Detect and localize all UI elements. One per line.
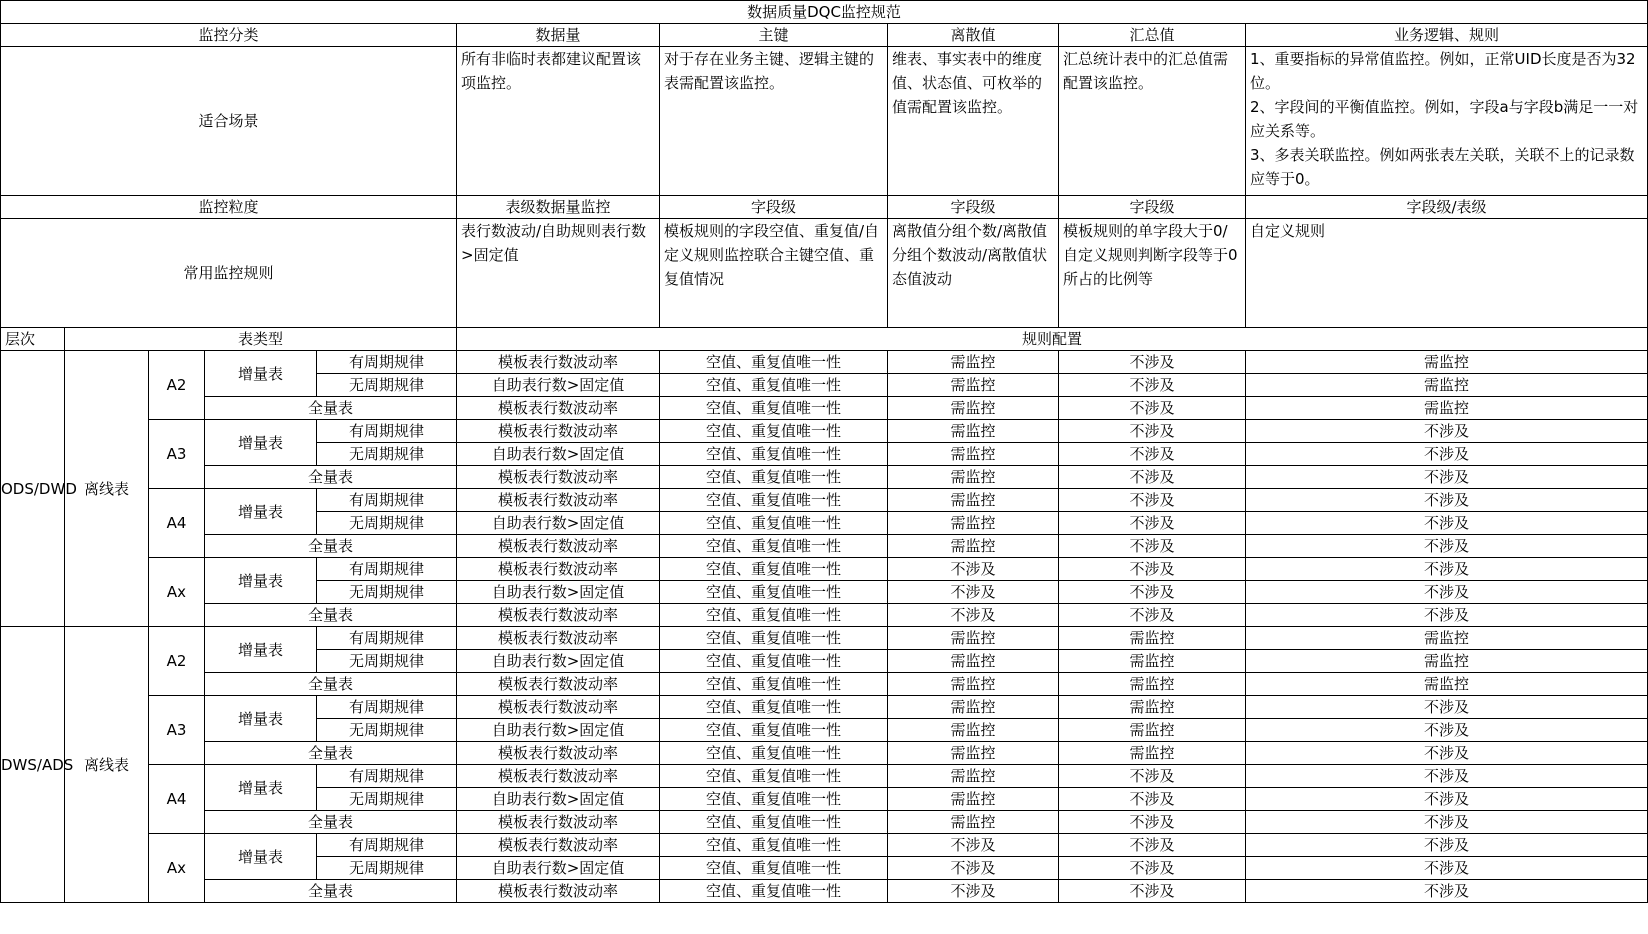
summary-rule-cell[interactable]: 需监控 xyxy=(1059,696,1246,719)
layer-header[interactable]: 层次 xyxy=(1,328,65,351)
discrete-rule-cell[interactable]: 不涉及 xyxy=(888,834,1059,857)
discrete-rule-cell[interactable]: 需监控 xyxy=(888,351,1059,374)
volume-rule-cell[interactable]: 自助表行数>固定值 xyxy=(457,443,660,466)
business-rule-cell[interactable]: 不涉及 xyxy=(1246,604,1648,627)
summary-rule-cell[interactable]: 需监控 xyxy=(1059,719,1246,742)
table-kind-cell[interactable]: 离线表 xyxy=(65,351,149,627)
level-cell[interactable]: A2 xyxy=(149,351,205,420)
volume-rule-cell[interactable]: 模板表行数波动率 xyxy=(457,742,660,765)
scene-cell-discrete[interactable]: 维表、事实表中的维度值、状态值、可枚举的值需配置该监控。 xyxy=(888,47,1059,196)
volume-rule-cell[interactable]: 模板表行数波动率 xyxy=(457,696,660,719)
business-rule-cell[interactable]: 不涉及 xyxy=(1246,581,1648,604)
primary-key-rule-cell[interactable]: 空值、重复值唯一性 xyxy=(660,673,888,696)
col-header-volume[interactable]: 数据量 xyxy=(457,24,660,47)
period-cell[interactable]: 有周期规律 xyxy=(317,834,457,857)
summary-rule-cell[interactable]: 不涉及 xyxy=(1059,535,1246,558)
primary-key-rule-cell[interactable]: 空值、重复值唯一性 xyxy=(660,558,888,581)
primary-key-rule-cell[interactable]: 空值、重复值唯一性 xyxy=(660,627,888,650)
full-table-cell[interactable]: 全量表 xyxy=(205,811,457,834)
period-cell[interactable]: 无周期规律 xyxy=(317,374,457,397)
period-cell[interactable]: 有周期规律 xyxy=(317,489,457,512)
scene-cell-volume[interactable]: 所有非临时表都建议配置该项监控。 xyxy=(457,47,660,196)
granularity-row xyxy=(1,196,1648,219)
summary-rule-cell[interactable]: 不涉及 xyxy=(1059,857,1246,880)
primary-key-rule-cell[interactable]: 空值、重复值唯一性 xyxy=(660,489,888,512)
period-cell[interactable]: 有周期规律 xyxy=(317,765,457,788)
discrete-rule-cell[interactable]: 需监控 xyxy=(888,696,1059,719)
volume-rule-cell[interactable]: 自助表行数>固定值 xyxy=(457,719,660,742)
volume-rule-cell[interactable]: 模板表行数波动率 xyxy=(457,604,660,627)
incremental-cell[interactable]: 增量表 xyxy=(205,696,317,742)
discrete-rule-cell[interactable]: 需监控 xyxy=(888,765,1059,788)
period-cell[interactable]: 有周期规律 xyxy=(317,351,457,374)
granularity-cell-volume[interactable]: 表级数据量监控 xyxy=(457,196,660,219)
discrete-rule-cell[interactable]: 不涉及 xyxy=(888,558,1059,581)
volume-rule-cell[interactable]: 模板表行数波动率 xyxy=(457,627,660,650)
rule-config-header[interactable]: 规则配置 xyxy=(457,328,1648,351)
business-rule-cell[interactable]: 需监控 xyxy=(1246,673,1648,696)
volume-rule-cell[interactable]: 模板表行数波动率 xyxy=(457,673,660,696)
discrete-rule-cell[interactable]: 需监控 xyxy=(888,420,1059,443)
primary-key-rule-cell[interactable]: 空值、重复值唯一性 xyxy=(660,742,888,765)
table-kind-cell[interactable]: 离线表 xyxy=(65,627,149,903)
table-row xyxy=(1,489,1648,512)
config-header-row xyxy=(1,328,1648,351)
full-table-cell[interactable]: 全量表 xyxy=(205,535,457,558)
scene-cell-summary[interactable]: 汇总统计表中的汇总值需配置该监控。 xyxy=(1059,47,1246,196)
volume-rule-cell[interactable]: 模板表行数波动率 xyxy=(457,558,660,581)
period-cell[interactable]: 无周期规律 xyxy=(317,788,457,811)
volume-rule-cell[interactable]: 模板表行数波动率 xyxy=(457,535,660,558)
primary-key-rule-cell[interactable]: 空值、重复值唯一性 xyxy=(660,696,888,719)
business-rule-cell[interactable]: 不涉及 xyxy=(1246,466,1648,489)
incremental-cell[interactable]: 增量表 xyxy=(205,489,317,535)
col-header-business[interactable]: 业务逻辑、规则 xyxy=(1246,24,1648,47)
discrete-rule-cell[interactable]: 需监控 xyxy=(888,535,1059,558)
incremental-cell[interactable]: 增量表 xyxy=(205,834,317,880)
table-type-header[interactable]: 表类型 xyxy=(65,328,457,351)
level-cell[interactable]: Ax xyxy=(149,558,205,627)
primary-key-rule-cell[interactable]: 空值、重复值唯一性 xyxy=(660,443,888,466)
business-rule-cell[interactable]: 不涉及 xyxy=(1246,811,1648,834)
business-rule-cell[interactable]: 不涉及 xyxy=(1246,696,1648,719)
primary-key-rule-cell[interactable]: 空值、重复值唯一性 xyxy=(660,512,888,535)
level-cell[interactable]: A4 xyxy=(149,489,205,558)
summary-rule-cell[interactable]: 不涉及 xyxy=(1059,397,1246,420)
summary-rule-cell[interactable]: 需监控 xyxy=(1059,673,1246,696)
volume-rule-cell[interactable]: 模板表行数波动率 xyxy=(457,489,660,512)
business-rule-cell[interactable]: 不涉及 xyxy=(1246,443,1648,466)
col-header-discrete[interactable]: 离散值 xyxy=(888,24,1059,47)
incremental-cell[interactable]: 增量表 xyxy=(205,765,317,811)
common-rules-label[interactable]: 常用监控规则 xyxy=(1,219,457,328)
discrete-rule-cell[interactable]: 不涉及 xyxy=(888,581,1059,604)
business-rule-cell[interactable]: 不涉及 xyxy=(1246,558,1648,581)
full-table-cell[interactable]: 全量表 xyxy=(205,604,457,627)
col-header-primary-key[interactable]: 主键 xyxy=(660,24,888,47)
primary-key-rule-cell[interactable]: 空值、重复值唯一性 xyxy=(660,466,888,489)
primary-key-rule-cell[interactable]: 空值、重复值唯一性 xyxy=(660,834,888,857)
period-cell[interactable]: 有周期规律 xyxy=(317,696,457,719)
category-label[interactable]: 监控分类 xyxy=(1,24,457,47)
level-cell[interactable]: A2 xyxy=(149,627,205,696)
table-row xyxy=(1,627,1648,650)
period-cell[interactable]: 无周期规律 xyxy=(317,581,457,604)
primary-key-rule-cell[interactable]: 空值、重复值唯一性 xyxy=(660,397,888,420)
layer-cell[interactable]: DWS/ADS xyxy=(1,627,65,903)
level-cell[interactable]: A4 xyxy=(149,765,205,834)
discrete-rule-cell[interactable]: 需监控 xyxy=(888,397,1059,420)
table-row xyxy=(1,811,1648,834)
summary-rule-cell[interactable]: 不涉及 xyxy=(1059,880,1246,903)
primary-key-rule-cell[interactable]: 空值、重复值唯一性 xyxy=(660,420,888,443)
discrete-rule-cell[interactable]: 需监控 xyxy=(888,742,1059,765)
primary-key-rule-cell[interactable]: 空值、重复值唯一性 xyxy=(660,650,888,673)
summary-rule-cell[interactable]: 需监控 xyxy=(1059,627,1246,650)
summary-rule-cell[interactable]: 不涉及 xyxy=(1059,811,1246,834)
granularity-cell-primary-key[interactable]: 字段级 xyxy=(660,196,888,219)
volume-rule-cell[interactable]: 模板表行数波动率 xyxy=(457,765,660,788)
discrete-rule-cell[interactable]: 需监控 xyxy=(888,627,1059,650)
discrete-rule-cell[interactable]: 需监控 xyxy=(888,374,1059,397)
business-rule-cell[interactable]: 不涉及 xyxy=(1246,788,1648,811)
summary-rule-cell[interactable]: 不涉及 xyxy=(1059,512,1246,535)
business-rule-cell[interactable]: 不涉及 xyxy=(1246,719,1648,742)
business-rule-cell[interactable]: 需监控 xyxy=(1246,650,1648,673)
granularity-label[interactable]: 监控粒度 xyxy=(1,196,457,219)
granularity-cell-discrete[interactable]: 字段级 xyxy=(888,196,1059,219)
full-table-cell[interactable]: 全量表 xyxy=(205,742,457,765)
col-header-summary[interactable]: 汇总值 xyxy=(1059,24,1246,47)
table-row xyxy=(1,420,1648,443)
summary-rule-cell[interactable]: 不涉及 xyxy=(1059,604,1246,627)
business-rule-cell[interactable]: 需监控 xyxy=(1246,374,1648,397)
full-table-cell[interactable]: 全量表 xyxy=(205,673,457,696)
granularity-cell-summary[interactable]: 字段级 xyxy=(1059,196,1246,219)
business-rule-cell[interactable]: 不涉及 xyxy=(1246,420,1648,443)
business-rule-cell[interactable]: 不涉及 xyxy=(1246,535,1648,558)
discrete-rule-cell[interactable]: 需监控 xyxy=(888,443,1059,466)
period-cell[interactable]: 无周期规律 xyxy=(317,512,457,535)
period-cell[interactable]: 有周期规律 xyxy=(317,558,457,581)
primary-key-rule-cell[interactable]: 空值、重复值唯一性 xyxy=(660,581,888,604)
primary-key-rule-cell[interactable]: 空值、重复值唯一性 xyxy=(660,765,888,788)
volume-rule-cell[interactable]: 自助表行数>固定值 xyxy=(457,374,660,397)
business-rule-cell[interactable]: 需监控 xyxy=(1246,627,1648,650)
rules-cell-volume[interactable]: 表行数波动/自助规则表行数>固定值 xyxy=(457,219,660,328)
period-cell[interactable]: 无周期规律 xyxy=(317,857,457,880)
discrete-rule-cell[interactable]: 需监控 xyxy=(888,673,1059,696)
business-rule-cell[interactable]: 不涉及 xyxy=(1246,742,1648,765)
level-cell[interactable]: A3 xyxy=(149,696,205,765)
volume-rule-cell[interactable]: 模板表行数波动率 xyxy=(457,351,660,374)
discrete-rule-cell[interactable]: 不涉及 xyxy=(888,880,1059,903)
table-row xyxy=(1,604,1648,627)
summary-rule-cell[interactable]: 不涉及 xyxy=(1059,374,1246,397)
business-rule-cell[interactable]: 不涉及 xyxy=(1246,512,1648,535)
table-row xyxy=(1,696,1648,719)
rules-cell-summary[interactable]: 模板规则的单字段大于0/自定义规则判断字段等于0所占的比例等 xyxy=(1059,219,1246,328)
volume-rule-cell[interactable]: 自助表行数>固定值 xyxy=(457,581,660,604)
volume-rule-cell[interactable]: 自助表行数>固定值 xyxy=(457,650,660,673)
volume-rule-cell[interactable]: 自助表行数>固定值 xyxy=(457,857,660,880)
summary-rule-cell[interactable]: 不涉及 xyxy=(1059,443,1246,466)
summary-rule-cell[interactable]: 不涉及 xyxy=(1059,788,1246,811)
volume-rule-cell[interactable]: 模板表行数波动率 xyxy=(457,420,660,443)
summary-rule-cell[interactable]: 不涉及 xyxy=(1059,765,1246,788)
title-row xyxy=(1,1,1648,24)
discrete-rule-cell[interactable]: 需监控 xyxy=(888,650,1059,673)
business-rule-cell[interactable]: 不涉及 xyxy=(1246,765,1648,788)
discrete-rule-cell[interactable]: 不涉及 xyxy=(888,604,1059,627)
discrete-rule-cell[interactable]: 需监控 xyxy=(888,512,1059,535)
business-rule-cell[interactable]: 不涉及 xyxy=(1246,857,1648,880)
summary-rule-cell[interactable]: 需监控 xyxy=(1059,650,1246,673)
summary-rule-cell[interactable]: 需监控 xyxy=(1059,742,1246,765)
period-cell[interactable]: 有周期规律 xyxy=(317,627,457,650)
summary-rule-cell[interactable]: 不涉及 xyxy=(1059,581,1246,604)
discrete-rule-cell[interactable]: 需监控 xyxy=(888,719,1059,742)
table-row xyxy=(1,351,1648,374)
primary-key-rule-cell[interactable]: 空值、重复值唯一性 xyxy=(660,351,888,374)
level-cell[interactable]: A3 xyxy=(149,420,205,489)
primary-key-rule-cell[interactable]: 空值、重复值唯一性 xyxy=(660,811,888,834)
business-rule-cell[interactable]: 需监控 xyxy=(1246,351,1648,374)
sheet-title[interactable]: 数据质量DQC监控规范 xyxy=(1,1,1648,24)
primary-key-rule-cell[interactable]: 空值、重复值唯一性 xyxy=(660,535,888,558)
primary-key-rule-cell[interactable]: 空值、重复值唯一性 xyxy=(660,857,888,880)
common-rules-row xyxy=(1,219,1648,328)
table-row xyxy=(1,397,1648,420)
summary-rule-cell[interactable]: 不涉及 xyxy=(1059,466,1246,489)
discrete-rule-cell[interactable]: 不涉及 xyxy=(888,857,1059,880)
table-row xyxy=(1,535,1648,558)
period-cell[interactable]: 有周期规律 xyxy=(317,420,457,443)
volume-rule-cell[interactable]: 模板表行数波动率 xyxy=(457,811,660,834)
column-header-row xyxy=(1,24,1648,47)
incremental-cell[interactable]: 增量表 xyxy=(205,420,317,466)
full-table-cell[interactable]: 全量表 xyxy=(205,466,457,489)
summary-rule-cell[interactable]: 不涉及 xyxy=(1059,489,1246,512)
table-row xyxy=(1,466,1648,489)
summary-rule-cell[interactable]: 不涉及 xyxy=(1059,420,1246,443)
volume-rule-cell[interactable]: 自助表行数>固定值 xyxy=(457,788,660,811)
granularity-cell-business[interactable]: 字段级/表级 xyxy=(1246,196,1648,219)
volume-rule-cell[interactable]: 模板表行数波动率 xyxy=(457,466,660,489)
incremental-cell[interactable]: 增量表 xyxy=(205,627,317,673)
volume-rule-cell[interactable]: 自助表行数>固定值 xyxy=(457,512,660,535)
table-row xyxy=(1,742,1648,765)
period-cell[interactable]: 无周期规律 xyxy=(317,719,457,742)
rules-cell-discrete[interactable]: 离散值分组个数/离散值分组个数波动/离散值状态值波动 xyxy=(888,219,1059,328)
table-row xyxy=(1,834,1648,857)
scene-cell-primary-key[interactable]: 对于存在业务主键、逻辑主键的表需配置该监控。 xyxy=(660,47,888,196)
business-rule-cell[interactable]: 不涉及 xyxy=(1246,834,1648,857)
incremental-cell[interactable]: 增量表 xyxy=(205,558,317,604)
business-rule-cell[interactable]: 不涉及 xyxy=(1246,489,1648,512)
summary-rule-cell[interactable]: 不涉及 xyxy=(1059,351,1246,374)
full-table-cell[interactable]: 全量表 xyxy=(205,880,457,903)
discrete-rule-cell[interactable]: 需监控 xyxy=(888,466,1059,489)
discrete-rule-cell[interactable]: 需监控 xyxy=(888,489,1059,512)
primary-key-rule-cell[interactable]: 空值、重复值唯一性 xyxy=(660,880,888,903)
primary-key-rule-cell[interactable]: 空值、重复值唯一性 xyxy=(660,374,888,397)
full-table-cell[interactable]: 全量表 xyxy=(205,397,457,420)
scene-cell-business[interactable]: 1、重要指标的异常值监控。例如，正常UID长度是否为32位。 2、字段间的平衡值监控。例如，字段a与字段b满足一一对应关系等。 3、多表关联监控。例如两张表左关联，关联不上的记录数应等于0。 xyxy=(1246,47,1648,196)
business-rule-cell[interactable]: 不涉及 xyxy=(1246,880,1648,903)
summary-rule-cell[interactable]: 不涉及 xyxy=(1059,558,1246,581)
primary-key-rule-cell[interactable]: 空值、重复值唯一性 xyxy=(660,788,888,811)
business-rule-cell[interactable]: 需监控 xyxy=(1246,397,1648,420)
table-row xyxy=(1,880,1648,903)
volume-rule-cell[interactable]: 模板表行数波动率 xyxy=(457,397,660,420)
scene-label[interactable]: 适合场景 xyxy=(1,47,457,196)
summary-rule-cell[interactable]: 不涉及 xyxy=(1059,834,1246,857)
volume-rule-cell[interactable]: 模板表行数波动率 xyxy=(457,880,660,903)
table-row xyxy=(1,673,1648,696)
primary-key-rule-cell[interactable]: 空值、重复值唯一性 xyxy=(660,604,888,627)
level-cell[interactable]: Ax xyxy=(149,834,205,903)
primary-key-rule-cell[interactable]: 空值、重复值唯一性 xyxy=(660,719,888,742)
period-cell[interactable]: 无周期规律 xyxy=(317,650,457,673)
table-row xyxy=(1,765,1648,788)
discrete-rule-cell[interactable]: 需监控 xyxy=(888,788,1059,811)
scene-row xyxy=(1,47,1648,196)
rules-cell-business[interactable]: 自定义规则 xyxy=(1246,219,1648,328)
layer-cell[interactable]: ODS/DWD xyxy=(1,351,65,627)
volume-rule-cell[interactable]: 模板表行数波动率 xyxy=(457,834,660,857)
rules-cell-primary-key[interactable]: 模板规则的字段空值、重复值/自定义规则监控联合主键空值、重复值情况 xyxy=(660,219,888,328)
period-cell[interactable]: 无周期规律 xyxy=(317,443,457,466)
discrete-rule-cell[interactable]: 需监控 xyxy=(888,811,1059,834)
incremental-cell[interactable]: 增量表 xyxy=(205,351,317,397)
table-row xyxy=(1,558,1648,581)
